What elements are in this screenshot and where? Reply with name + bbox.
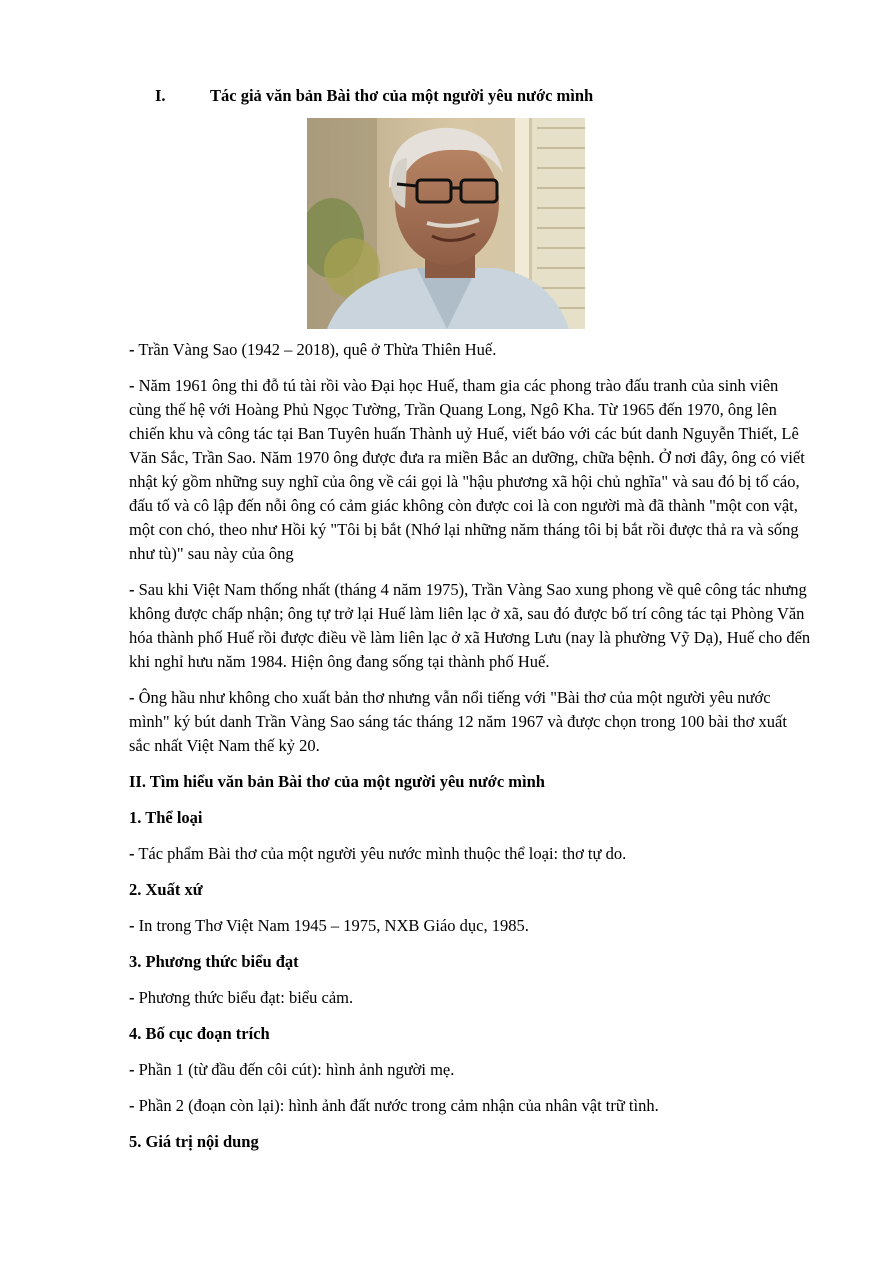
section-1-number: I. xyxy=(155,86,166,105)
section-1-heading xyxy=(155,86,593,106)
author-info-block xyxy=(129,338,811,1166)
paragraph: - Phần 2 (đoạn còn lại): hình ảnh đất nước trong cảm nhận của nhân vật trữ tình. xyxy=(129,1096,659,1115)
section-1-title: Tác giả văn bản Bài thơ của một người yêu nước mình xyxy=(210,86,594,105)
author-portrait-photo xyxy=(307,118,585,329)
subheading-origin: 2. Xuất xứ xyxy=(129,880,203,899)
paragraph: - Năm 1961 ông thi đỗ tú tài rồi vào Đại học Huế, tham gia các phong trào đấu tranh của sinh viên cùng thế hệ với Hoàng Phủ Ngọc Tường, Trần Quang Long, Ngô Kha. Từ 1965 đến 1970, ông lên chiến khu và công tác tại Ban Tuyên huấn Thành uỷ Huế, viết báo với các bút danh Nguyễn Thiết, Lê Văn Sắc, Trần Sao. Năm 1970 ông được đưa ra miền Bắc an dưỡng, chữa bệnh. Ở nơi đây, ông có viết nhật ký gồm những suy nghĩ của ông về cái gọi là "hậu phương xã hội chủ nghĩa" và sau đó bị tố cáo, đấu tố và cô lập đến nỗi ông có cảm giác không còn được coi là con người mà đã thành "một con vật, một con chó, theo như Hồi ký "Tôi bị bắt (Nhớ lại những năm tháng tôi bị bắt rồi được thả ra và sống như tù)" sau này của ông xyxy=(129,376,805,563)
paragraph: - Phương thức biểu đạt: biểu cảm. xyxy=(129,988,354,1007)
paragraph: - Trần Vàng Sao (1942 – 2018), quê ở Thừa Thiên Huế. xyxy=(129,340,497,359)
subheading-structure: 4. Bố cục đoạn trích xyxy=(129,1024,270,1043)
subheading-expression-mode: 3. Phương thức biểu đạt xyxy=(129,952,299,971)
paragraph: - Sau khi Việt Nam thống nhất (tháng 4 năm 1975), Trần Vàng Sao xung phong về quê công tác nhưng không được chấp nhận; ông tự trở lại Huế làm liên lạc ở xã, sau đó được bố trí công tác tại Phòng Văn hóa thành phố Huế rồi được điều về làm liên lạc ở xã Hương Lưu (nay là phường Vỹ Dạ), Huế cho đến khi nghỉ hưu năm 1984. Hiện ông đang sống tại thành phố Huế. xyxy=(129,580,811,671)
paragraph: - Ông hầu như không cho xuất bản thơ nhưng vẫn nổi tiếng với "Bài thơ của một người yêu nước mình" ký bút danh Trần Vàng Sao sáng tác tháng 12 năm 1967 và được chọn trong 100 bài thơ xuất sắc nhất Việt Nam thế kỷ 20. xyxy=(129,688,787,755)
section-2-heading: II. Tìm hiểu văn bản Bài thơ của một người yêu nước mình xyxy=(129,772,545,791)
paragraph: - Tác phẩm Bài thơ của một người yêu nước mình thuộc thể loại: thơ tự do. xyxy=(129,844,627,863)
subheading-genre: 1. Thể loại xyxy=(129,808,203,827)
subheading-content-value: 5. Giá trị nội dung xyxy=(129,1132,259,1151)
paragraph: - In trong Thơ Việt Nam 1945 – 1975, NXB Giáo dục, 1985. xyxy=(129,916,529,935)
paragraph: - Phần 1 (từ đầu đến côi cút): hình ảnh người mẹ. xyxy=(129,1060,455,1079)
